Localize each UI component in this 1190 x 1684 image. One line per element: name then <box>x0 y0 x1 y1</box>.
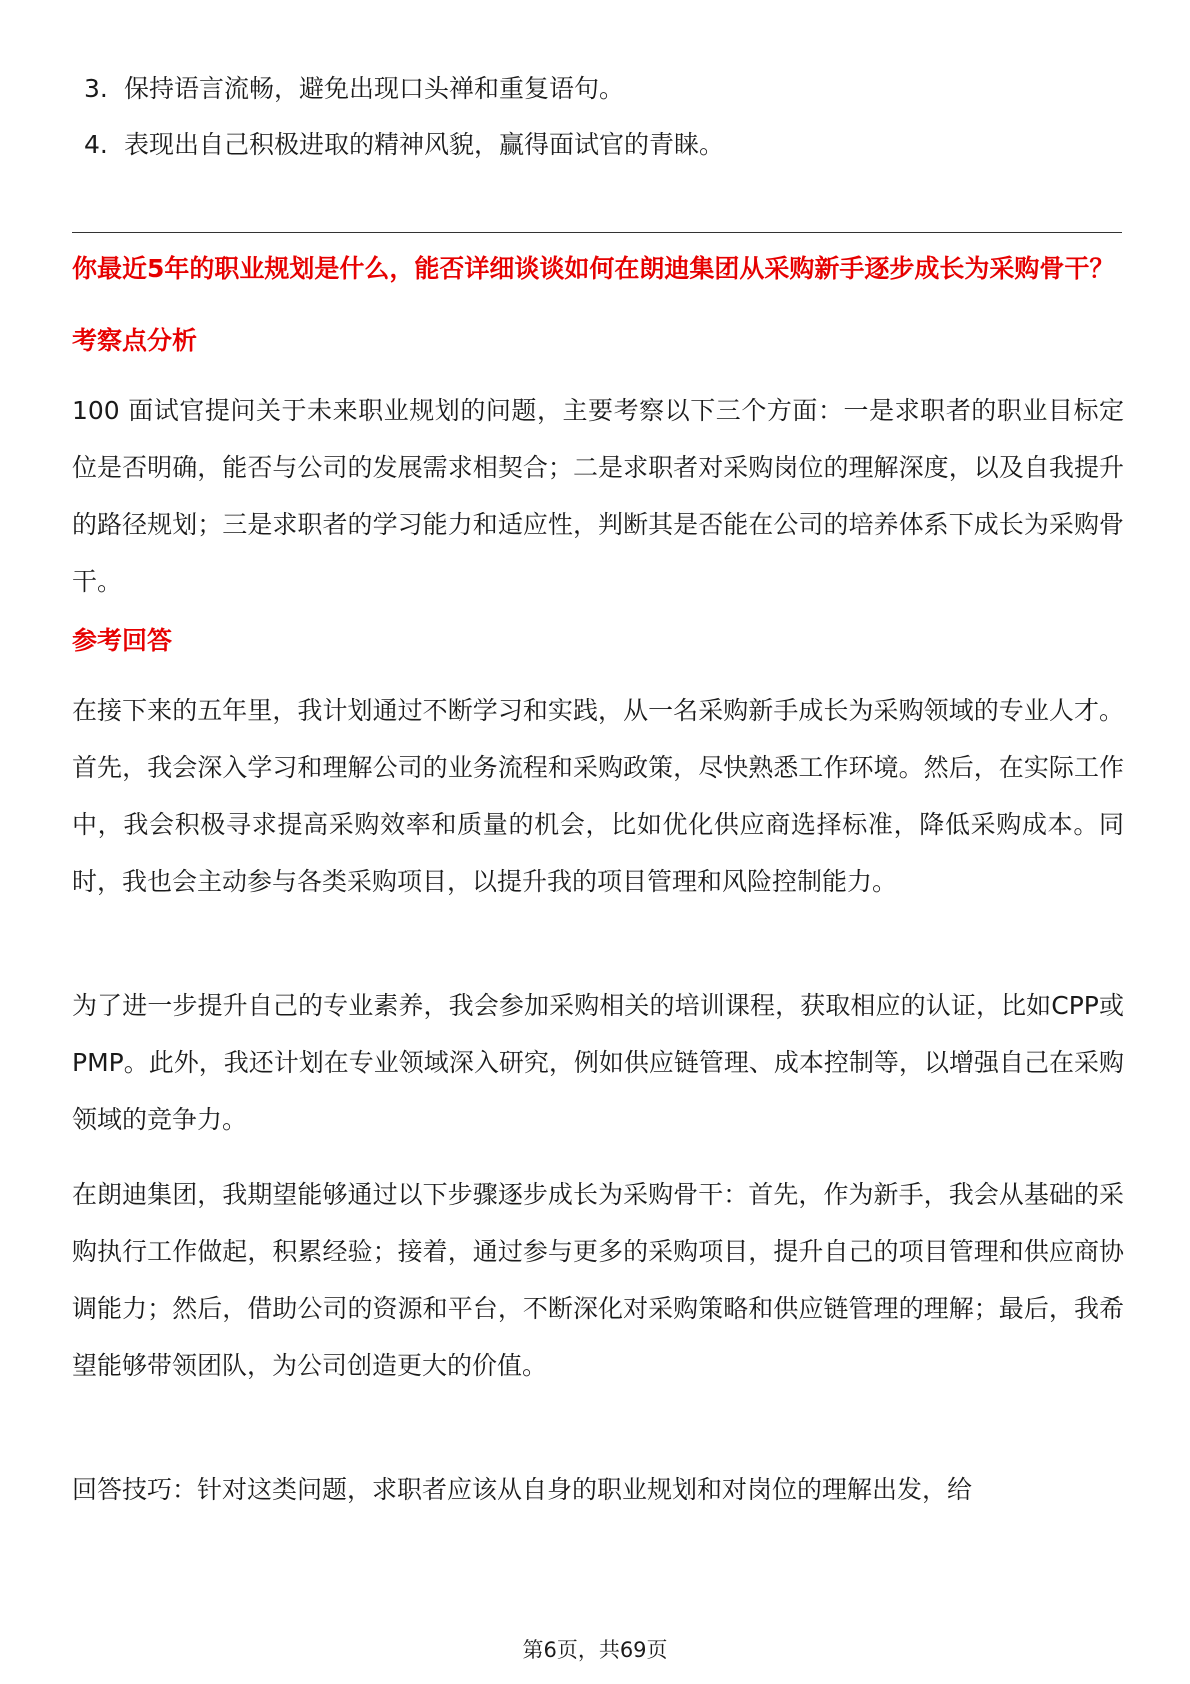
answer-heading: 参考回答 <box>72 626 173 655</box>
answer-paragraph: 为了进一步提升自己的专业素养，我会参加采购相关的培训课程，获取相应的认证，比如CPP或PMP。此外，我还计划在专业领域深入研究，例如供应链管理、成本控制等，以增强自己在采购领域的竞争力。 <box>72 991 1124 1134</box>
list-item <box>84 72 1124 128</box>
analysis-paragraph: 100 面试官提问关于未来职业规划的问题，主要考察以下三个方面：一是求职者的职业目标定位是否明确，能否与公司的发展需求相契合；二是求职者对采购岗位的理解深度，以及自我提升的路径规划；三是求职者的学习能力和适应性，判断其是否能在公司的培养体系下成长为采购骨干。 <box>72 396 1124 596</box>
interview-question: 你最近5年的职业规划是什么，能否详细谈谈如何在朗迪集团从采购新手逐步成长为采购骨干？ <box>72 254 1115 283</box>
analysis-heading: 考察点分析 <box>72 326 198 355</box>
answer-paragraph: 在朗迪集团，我期望能够通过以下步骤逐步成长为采购骨干：首先，作为新手，我会从基础的采购执行工作做起，积累经验；接着，通过参与更多的采购项目，提升自己的项目管理和供应商协调能力；然后，借助公司的资源和平台，不断深化对采购策略和供应链管理的理解；最后，我希望能够带领团队，为公司创造更大的价值。 <box>72 1180 1124 1380</box>
page-footer: 第6页，共69页 <box>522 1638 668 1662</box>
answer-paragraph: 在接下来的五年里，我计划通过不断学习和实践，从一名采购新手成长为采购领域的专业人才。首先，我会深入学习和理解公司的业务流程和采购政策，尽快熟悉工作环境。然后，在实际工作中，我会积极寻求提高采购效率和质量的机会，比如优化供应商选择标准，降低采购成本。同时，我也会主动参与各类采购项目，以提升我的项目管理和风险控制能力。 <box>72 696 1124 896</box>
list-item <box>84 128 1124 184</box>
list-item-text: 保持语言流畅，避免出现口头禅和重复语句。 <box>124 74 625 103</box>
list-item-number: 4. <box>84 130 108 159</box>
list-item-number: 3. <box>84 74 108 103</box>
list-item-text: 表现出自己积极进取的精神风貌，赢得面试官的青睐。 <box>124 130 725 159</box>
answer-tips-paragraph: 回答技巧：针对这类问题，求职者应该从自身的职业规划和对岗位的理解出发，给 <box>72 1475 973 1504</box>
tips-list <box>84 72 1124 184</box>
section-divider <box>72 232 1122 233</box>
